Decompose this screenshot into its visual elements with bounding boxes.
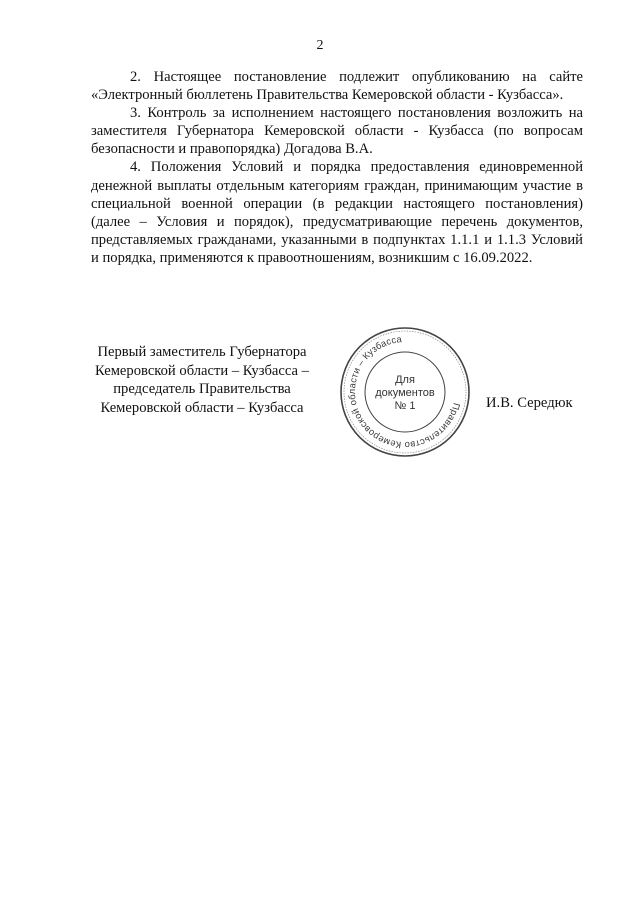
signatory-name: И.В. Середюк [486,395,573,411]
seal-graphic [335,322,475,462]
seal-ring-text: Правительство Кемеровской области – Кузбасса [345,333,463,452]
signatory-title-line: Первый заместитель Губернатора [97,344,307,360]
document-body [91,68,583,267]
signatory-title-line: председатель Правительства [113,381,291,397]
signatory-title-line: Кемеровской области – Кузбасса – [95,362,309,379]
seal-center-text-3: № 1 [394,400,416,412]
paragraph-4: 4. Положения Условий и порядка предоставления единовременной денежной выплаты отдельным категориям граждан, принимающим участие в специальной военной операции (в редакции настоящего постановления) (далее – Условия и порядок), предусматривающие перечень документов, представляемых гражданами, указанными в подпунктах 1.1.1 и 1.1.3 Условий и порядка, применяются к правоотношениям, возникшим с 16.09.2022. [91,159,583,266]
official-seal-stamp [335,322,475,462]
signatory-title [80,343,324,417]
paragraph-3: 3. Контроль за исполнением настоящего постановления возложить на заместителя Губернатора Кемеровской области - Кузбасса (по вопросам безопасности и правопорядка) Догадова В.А. [91,105,583,158]
page-number: 2 [316,38,324,53]
signatory-title-line: Кемеровской области – Кузбасса [100,399,304,416]
seal-center-text-2: документов [375,387,435,399]
seal-center-text-1: Для [395,374,415,386]
paragraph-2: 2. Настоящее постановление подлежит опубликованию на сайте «Электронный бюллетень Правительства Кемеровской области - Кузбасса». [91,69,583,104]
